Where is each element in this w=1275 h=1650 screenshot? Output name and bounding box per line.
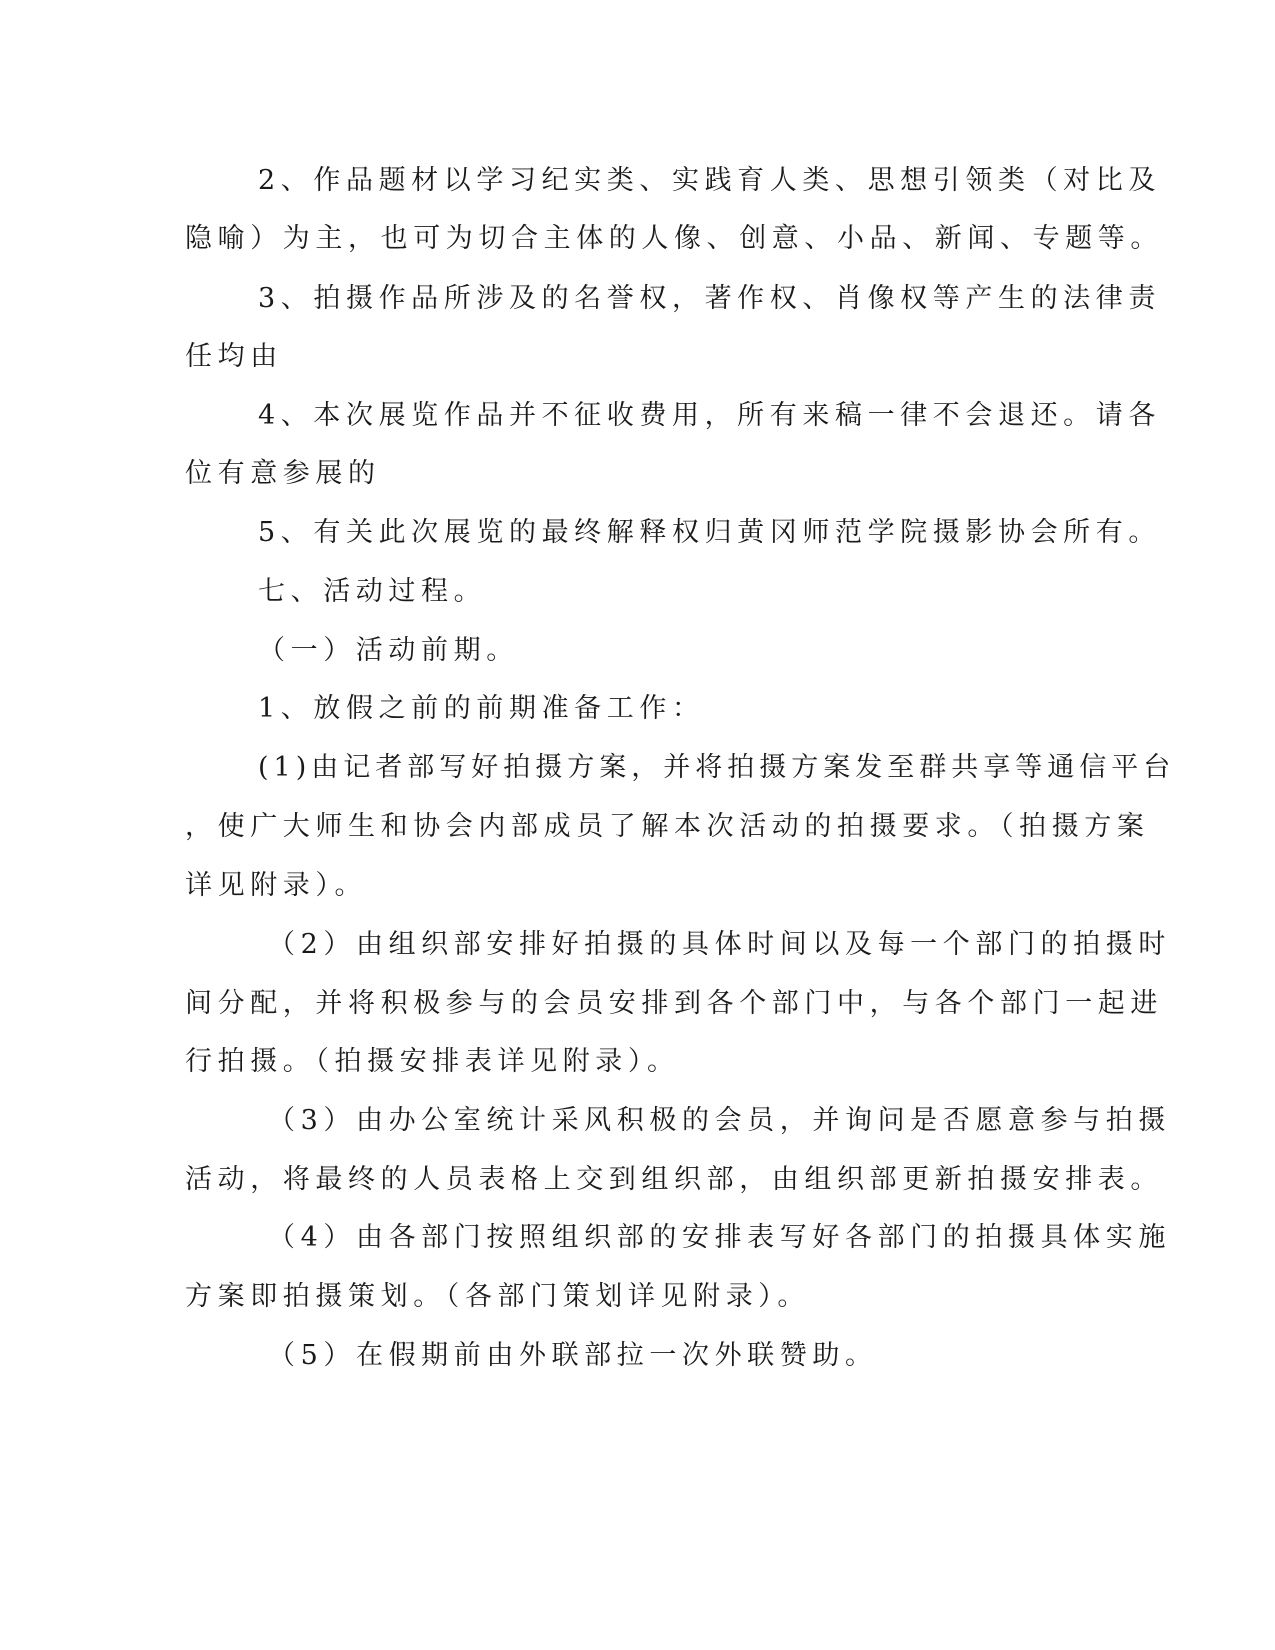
paragraph-2-line-1: 2、作品题材以学习纪实类、实践育人类、思想引领类（对比及 bbox=[258, 165, 1161, 196]
subitem-3-line-1: （3）由办公室统计采风积极的会员，并询问是否愿意参与拍摄 bbox=[268, 1105, 1171, 1136]
subitem-2-line-3: 行拍摄。（拍摄安排表详见附录）。 bbox=[185, 1046, 680, 1077]
subitem-1-line-2: ，使广大师生和协会内部成员了解本次活动的拍摄要求。（拍摄方案 bbox=[185, 811, 1150, 842]
subitem-1-line-3: 详见附录）。 bbox=[185, 870, 368, 901]
subitem-2-line-2: 间分配，并将积极参与的会员安排到各个部门中，与各个部门一起进 bbox=[185, 988, 1163, 1019]
subitem-3-line-2: 活动，将最终的人员表格上交到组织部，由组织部更新拍摄安排表。 bbox=[185, 1164, 1163, 1195]
subsection-heading-early-stage: （一）活动前期。 bbox=[258, 635, 519, 666]
paragraph-4-line-2: 位有意参展的 bbox=[185, 458, 381, 489]
paragraph-3-line-2: 任均由 bbox=[185, 341, 283, 372]
section-heading-activity-process: 七、活动过程。 bbox=[258, 576, 487, 607]
paragraph-4-line-1: 4、本次展览作品并不征收费用，所有来稿一律不会退还。请各 bbox=[258, 400, 1161, 431]
subitem-4-line-2: 方案即拍摄策划。（各部门策划详见附录）。 bbox=[185, 1281, 810, 1312]
paragraph-5: 5、有关此次展览的最终解释权归黄冈师范学院摄影协会所有。 bbox=[258, 517, 1161, 548]
paragraph-2-line-2: 隐喻）为主，也可为切合主体的人像、创意、小品、新闻、专题等。 bbox=[185, 223, 1163, 254]
subitem-1-line-1: (1)由记者部写好拍摄方案，并将拍摄方案发至群共享等通信平台 bbox=[258, 752, 1176, 783]
item-1-heading: 1、放假之前的前期准备工作： bbox=[258, 693, 705, 724]
paragraph-3-line-1: 3、拍摄作品所涉及的名誉权，著作权、肖像权等产生的法律责 bbox=[258, 283, 1161, 314]
subitem-4-line-1: （4）由各部门按照组织部的安排表写好各部门的拍摄具体实施 bbox=[268, 1222, 1171, 1253]
subitem-5: （5）在假期前由外联部拉一次外联赞助。 bbox=[268, 1340, 878, 1371]
subitem-2-line-1: （2）由组织部安排好拍摄的具体时间以及每一个部门的拍摄时 bbox=[268, 929, 1171, 960]
